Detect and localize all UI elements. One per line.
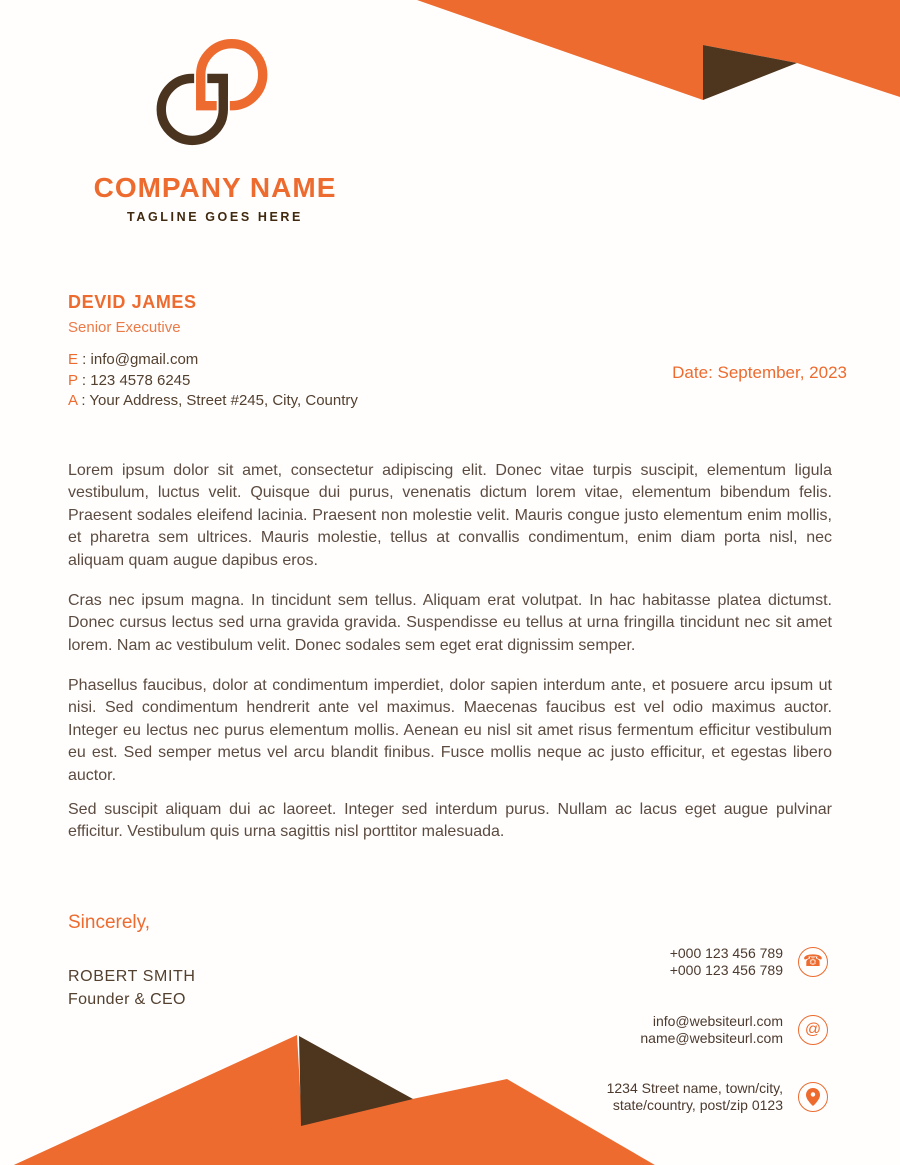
at-glyph: @ (804, 1021, 822, 1038)
footer-phone-line: +000 123 456 789 (669, 962, 783, 978)
bottom-corner-decoration (0, 1020, 900, 1165)
contact-block (68, 352, 358, 414)
signer-name: ROBERT SMITH (68, 968, 196, 985)
top-corner-decoration (0, 0, 900, 105)
contact-row-address: A : Your Address, Street #245, City, Country (68, 392, 358, 409)
closing-salutation: Sincerely, (68, 912, 151, 933)
phone-label: P (68, 371, 78, 389)
phone-glyph: ☎ (803, 953, 823, 970)
footer-phone-row (670, 945, 828, 979)
company-logo (150, 34, 274, 152)
recipient-title: Senior Executive (68, 319, 181, 336)
recipient-block (68, 292, 197, 336)
address-value: Your Address, Street #245, City, Country (89, 392, 358, 409)
phone-icon (798, 947, 828, 977)
recipient-name: DEVID JAMES (68, 292, 197, 312)
email-value: info@gmail.com (90, 351, 199, 368)
logo-brown-overlap-segment (220, 76, 223, 123)
footer-address-line: 1234 Street name, town/city, (606, 1080, 783, 1096)
contact-row-phone: P : 123 4578 6245 (68, 371, 191, 389)
signer-title: Founder & CEO (68, 991, 186, 1008)
body-paragraph: Cras nec ipsum magna. In tincidunt sem tellus. Aliquam erat volutpat. In hac habitasse platea dictumst. Donec cursus lectus sed urna gravida gravida. Suspendisse eu tellus at urna fringilla tincidunt nec sit amet lorem. Nam ac vestibulum velit. Donec sodales sem eget erat dignissim semper. (68, 592, 832, 654)
brand-block (40, 172, 390, 224)
address-label: A (68, 392, 78, 409)
email-label: E (68, 351, 79, 368)
company-name: COMPANY NAME (93, 172, 337, 203)
phone-value: 123 4578 6245 (90, 371, 191, 389)
top-orange-ribbon (417, 0, 900, 100)
body-paragraph: Sed suscipit aliquam dui ac laoreet. Integer sed interdum purus. Nullam ac lacus eget augue pulvinar efficitur. Vestibulum quis urna sagittis nisl porttitor malesuada. (68, 801, 832, 841)
footer-address-line: state/country, post/zip 0123 (612, 1097, 783, 1113)
footer-email-line: name@websiteurl.com (640, 1030, 783, 1046)
footer-email-line: info@websiteurl.com (652, 1013, 783, 1029)
body-paragraph: Phasellus faucibus, dolor at condimentum imperdiet, dolor sapien interdum ante, et posuere arcu ipsum ut nisi. Sed condimentum hendrerit ante vel maximus. Maecenas faucibus est vel odio maximus auctor. Integer eu lectus nec purus elementum mollis. Aenean eu nisl sit amet risus fermentum efficitur vestibulum eu est. Sed semper metus vel arcu blandit finibus. Fusce mollis neque ac justo efficitur, et egestas libero auctor. (68, 677, 832, 784)
footer-phone-numbers (670, 945, 783, 979)
date-line: Date: September, 2023 (672, 363, 847, 382)
signature-block (68, 912, 196, 1009)
company-tagline: TAGLINE GOES HERE (127, 210, 303, 224)
body-paragraph: Lorem ipsum dolor sit amet, consectetur adipiscing elit. Donec vitae turpis suscipit, elementum ligula vestibulum, luctus velit. Quisque dui purus, venenatis dictum lorem vitae, elementum bibendum felis. Praesent sodales eleifend lacinia. Praesent non molestie velit. Mauris congue justo elementum enim mollis, et pharetra sem ultrices. Mauris molestie, tellus at convallis condimentum, enim diam porta nisl, nec aliquam quam augue dapibus eros. (68, 462, 832, 569)
footer-phone-line: +000 123 456 789 (669, 945, 783, 961)
contact-row-email: E : info@gmail.com (68, 351, 199, 368)
